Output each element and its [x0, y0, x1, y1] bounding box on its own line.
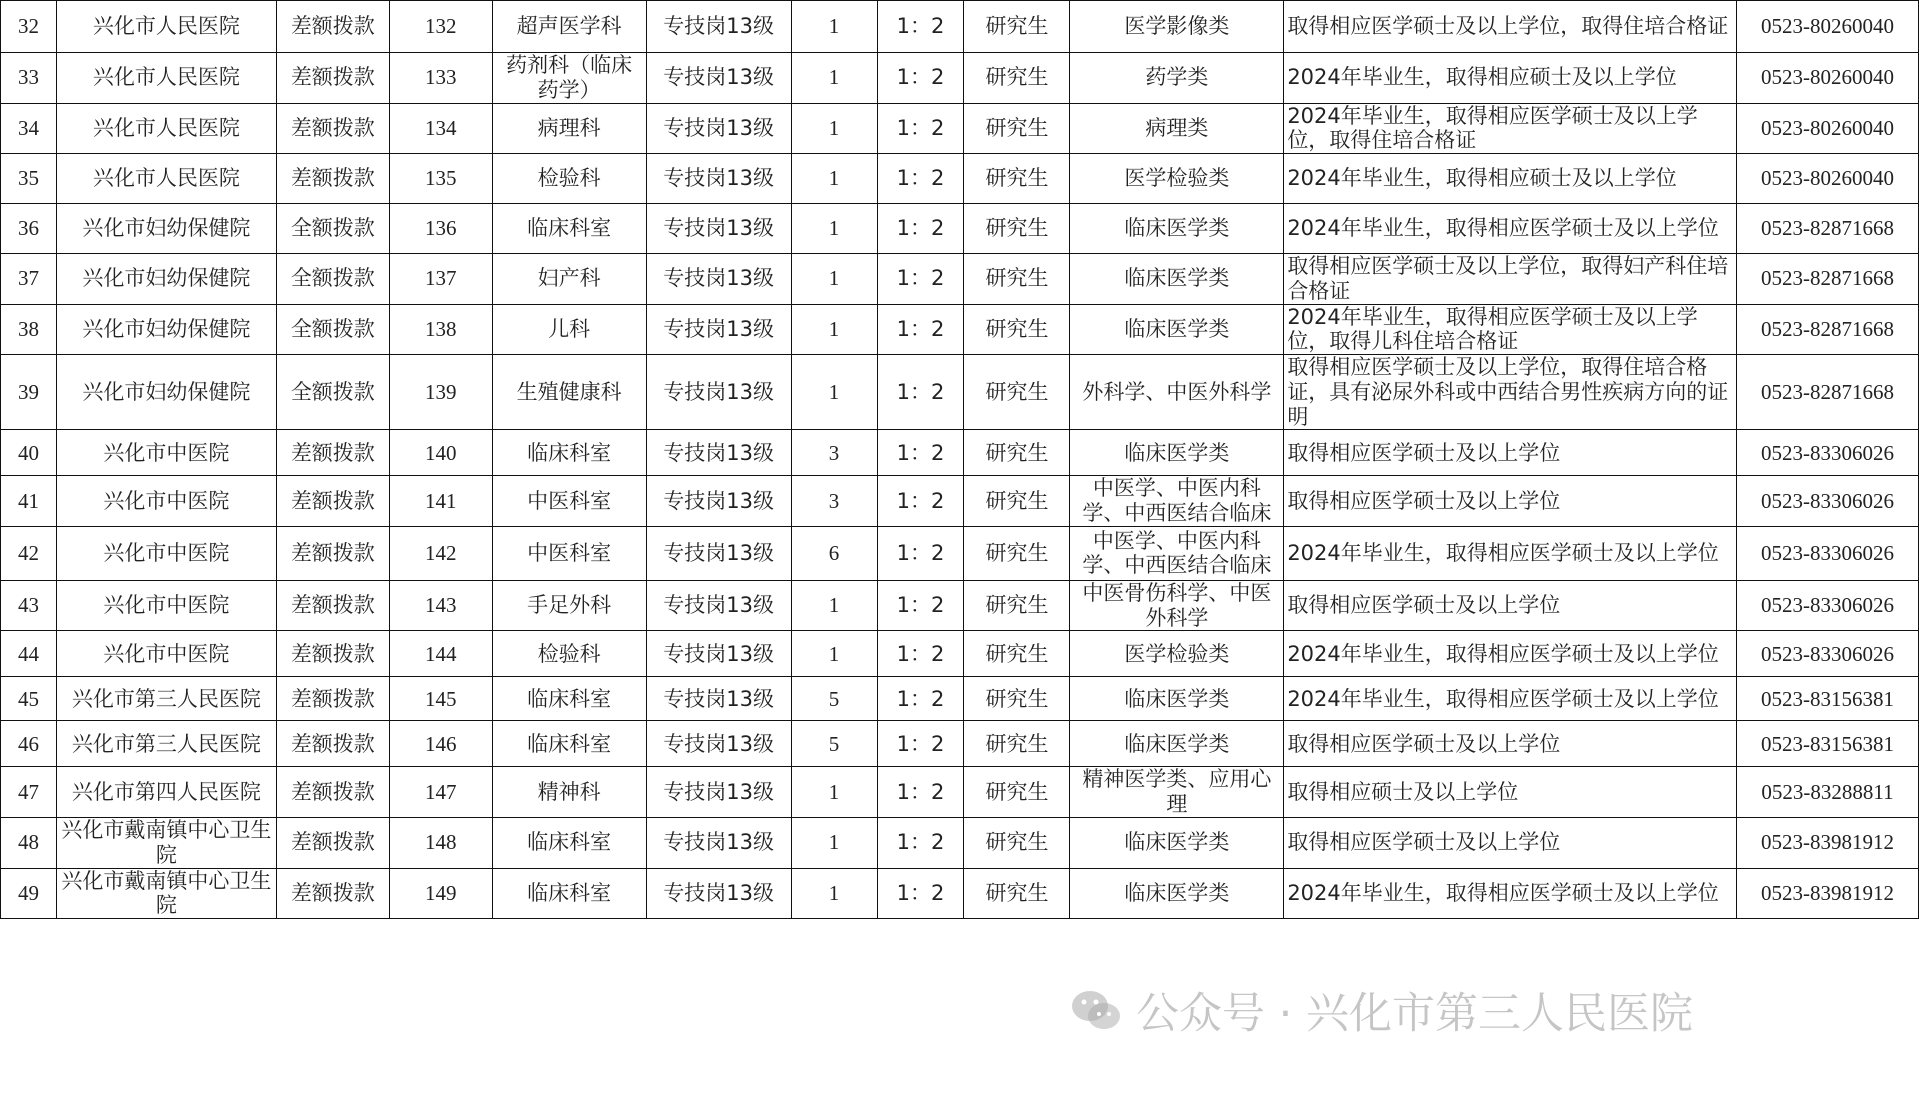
cell-funding: 全额拨款 [276, 254, 389, 305]
cell-phone: 0523-83306026 [1737, 430, 1919, 476]
cell-grade: 专技岗13级 [646, 154, 791, 204]
cell-edu: 研究生 [964, 767, 1070, 818]
table-row [1, 526, 1919, 580]
cell-major: 医学检验类 [1070, 154, 1284, 204]
cell-no: 32 [1, 1, 57, 53]
cell-edu: 研究生 [964, 580, 1070, 631]
cell-code: 134 [389, 103, 492, 154]
cell-unit: 兴化市戴南镇中心卫生院 [56, 818, 276, 869]
cell-code: 137 [389, 254, 492, 305]
cell-grade: 专技岗13级 [646, 721, 791, 767]
cell-dept: 超声医学科 [492, 1, 646, 53]
cell-unit: 兴化市中医院 [56, 526, 276, 580]
cell-count: 1 [791, 53, 877, 104]
cell-phone: 0523-80260040 [1737, 53, 1919, 104]
table-row [1, 254, 1919, 305]
cell-requirement: 2024年毕业生，取得相应医学硕士及以上学位 [1284, 677, 1737, 721]
cell-grade: 专技岗13级 [646, 580, 791, 631]
cell-funding: 差额拨款 [276, 721, 389, 767]
cell-funding: 差额拨款 [276, 818, 389, 869]
cell-phone: 0523-82871668 [1737, 204, 1919, 254]
table-row [1, 721, 1919, 767]
cell-grade: 专技岗13级 [646, 304, 791, 355]
cell-funding: 全额拨款 [276, 204, 389, 254]
cell-grade: 专技岗13级 [646, 868, 791, 919]
cell-code: 147 [389, 767, 492, 818]
table-row [1, 868, 1919, 919]
cell-code: 142 [389, 526, 492, 580]
cell-phone: 0523-82871668 [1737, 254, 1919, 305]
cell-major: 临床医学类 [1070, 818, 1284, 869]
cell-ratio: 1：2 [877, 304, 964, 355]
cell-dept: 临床科室 [492, 430, 646, 476]
cell-phone: 0523-83306026 [1737, 476, 1919, 527]
cell-funding: 差额拨款 [276, 677, 389, 721]
table-row [1, 304, 1919, 355]
cell-count: 1 [791, 103, 877, 154]
cell-requirement: 取得相应医学硕士及以上学位，取得住培合格证，具有泌尿外科或中西结合男性疾病方向的证明 [1284, 355, 1737, 430]
cell-phone: 0523-83156381 [1737, 677, 1919, 721]
cell-dept: 临床科室 [492, 677, 646, 721]
cell-edu: 研究生 [964, 476, 1070, 527]
cell-edu: 研究生 [964, 430, 1070, 476]
cell-code: 139 [389, 355, 492, 430]
cell-no: 49 [1, 868, 57, 919]
cell-dept: 临床科室 [492, 721, 646, 767]
cell-requirement: 2024年毕业生，取得相应硕士及以上学位 [1284, 154, 1737, 204]
cell-major: 外科学、中医外科学 [1070, 355, 1284, 430]
cell-no: 47 [1, 767, 57, 818]
cell-major: 药学类 [1070, 53, 1284, 104]
cell-count: 1 [791, 818, 877, 869]
cell-edu: 研究生 [964, 526, 1070, 580]
cell-phone: 0523-80260040 [1737, 103, 1919, 154]
cell-code: 133 [389, 53, 492, 104]
cell-code: 149 [389, 868, 492, 919]
table-body [1, 1, 1919, 919]
cell-funding: 差额拨款 [276, 476, 389, 527]
cell-edu: 研究生 [964, 154, 1070, 204]
cell-major: 病理类 [1070, 103, 1284, 154]
cell-code: 144 [389, 631, 492, 677]
cell-no: 34 [1, 103, 57, 154]
cell-edu: 研究生 [964, 254, 1070, 305]
cell-count: 1 [791, 355, 877, 430]
cell-count: 1 [791, 1, 877, 53]
cell-major: 精神医学类、应用心理 [1070, 767, 1284, 818]
table-row [1, 476, 1919, 527]
cell-requirement: 2024年毕业生，取得相应医学硕士及以上学位 [1284, 868, 1737, 919]
cell-funding: 全额拨款 [276, 355, 389, 430]
cell-phone: 0523-83306026 [1737, 631, 1919, 677]
cell-edu: 研究生 [964, 103, 1070, 154]
cell-count: 1 [791, 204, 877, 254]
cell-ratio: 1：2 [877, 677, 964, 721]
cell-ratio: 1：2 [877, 721, 964, 767]
cell-dept: 临床科室 [492, 818, 646, 869]
cell-major: 医学影像类 [1070, 1, 1284, 53]
cell-ratio: 1：2 [877, 1, 964, 53]
table-row [1, 580, 1919, 631]
cell-edu: 研究生 [964, 1, 1070, 53]
cell-phone: 0523-83306026 [1737, 580, 1919, 631]
cell-unit: 兴化市第四人民医院 [56, 767, 276, 818]
cell-ratio: 1：2 [877, 355, 964, 430]
cell-code: 146 [389, 721, 492, 767]
cell-requirement: 取得相应医学硕士及以上学位，取得住培合格证 [1284, 1, 1737, 53]
cell-edu: 研究生 [964, 868, 1070, 919]
cell-no: 45 [1, 677, 57, 721]
cell-requirement: 2024年毕业生，取得相应医学硕士及以上学位 [1284, 526, 1737, 580]
wechat-icon [1070, 988, 1122, 1034]
cell-phone: 0523-82871668 [1737, 304, 1919, 355]
cell-requirement: 取得相应医学硕士及以上学位 [1284, 430, 1737, 476]
cell-grade: 专技岗13级 [646, 677, 791, 721]
cell-unit: 兴化市人民医院 [56, 103, 276, 154]
cell-ratio: 1：2 [877, 526, 964, 580]
cell-requirement: 取得相应医学硕士及以上学位 [1284, 721, 1737, 767]
cell-phone: 0523-83288811 [1737, 767, 1919, 818]
cell-major: 中医骨伤科学、中医外科学 [1070, 580, 1284, 631]
cell-no: 40 [1, 430, 57, 476]
cell-dept: 检验科 [492, 154, 646, 204]
cell-dept: 检验科 [492, 631, 646, 677]
cell-code: 148 [389, 818, 492, 869]
cell-unit: 兴化市妇幼保健院 [56, 204, 276, 254]
cell-requirement: 2024年毕业生，取得相应硕士及以上学位 [1284, 53, 1737, 104]
cell-requirement: 2024年毕业生，取得相应医学硕士及以上学位 [1284, 631, 1737, 677]
cell-dept: 手足外科 [492, 580, 646, 631]
cell-code: 145 [389, 677, 492, 721]
cell-unit: 兴化市中医院 [56, 476, 276, 527]
cell-requirement: 取得相应医学硕士及以上学位，取得妇产科住培合格证 [1284, 254, 1737, 305]
cell-code: 136 [389, 204, 492, 254]
table-row [1, 631, 1919, 677]
cell-no: 44 [1, 631, 57, 677]
cell-count: 3 [791, 430, 877, 476]
cell-dept: 儿科 [492, 304, 646, 355]
cell-major: 临床医学类 [1070, 430, 1284, 476]
cell-dept: 生殖健康科 [492, 355, 646, 430]
cell-dept: 妇产科 [492, 254, 646, 305]
cell-edu: 研究生 [964, 53, 1070, 104]
cell-phone: 0523-83306026 [1737, 526, 1919, 580]
cell-no: 35 [1, 154, 57, 204]
cell-requirement: 取得相应医学硕士及以上学位 [1284, 580, 1737, 631]
cell-grade: 专技岗13级 [646, 53, 791, 104]
cell-unit: 兴化市第三人民医院 [56, 677, 276, 721]
table-row [1, 767, 1919, 818]
cell-grade: 专技岗13级 [646, 204, 791, 254]
cell-count: 1 [791, 868, 877, 919]
cell-ratio: 1：2 [877, 53, 964, 104]
table-row [1, 677, 1919, 721]
cell-ratio: 1：2 [877, 476, 964, 527]
cell-grade: 专技岗13级 [646, 526, 791, 580]
cell-count: 1 [791, 304, 877, 355]
cell-phone: 0523-83981912 [1737, 818, 1919, 869]
cell-major: 医学检验类 [1070, 631, 1284, 677]
cell-ratio: 1：2 [877, 818, 964, 869]
cell-no: 37 [1, 254, 57, 305]
cell-ratio: 1：2 [877, 154, 964, 204]
cell-edu: 研究生 [964, 631, 1070, 677]
cell-unit: 兴化市第三人民医院 [56, 721, 276, 767]
watermark [1070, 980, 1693, 1041]
cell-edu: 研究生 [964, 721, 1070, 767]
cell-count: 1 [791, 254, 877, 305]
cell-grade: 专技岗13级 [646, 631, 791, 677]
cell-funding: 差额拨款 [276, 154, 389, 204]
cell-count: 1 [791, 154, 877, 204]
table-row [1, 53, 1919, 104]
table-row [1, 430, 1919, 476]
cell-code: 138 [389, 304, 492, 355]
cell-dept: 临床科室 [492, 868, 646, 919]
cell-edu: 研究生 [964, 204, 1070, 254]
cell-major: 临床医学类 [1070, 721, 1284, 767]
cell-funding: 差额拨款 [276, 103, 389, 154]
cell-requirement: 2024年毕业生，取得相应医学硕士及以上学位 [1284, 204, 1737, 254]
cell-grade: 专技岗13级 [646, 355, 791, 430]
cell-no: 36 [1, 204, 57, 254]
cell-phone: 0523-83981912 [1737, 868, 1919, 919]
cell-unit: 兴化市中医院 [56, 631, 276, 677]
cell-phone: 0523-80260040 [1737, 1, 1919, 53]
cell-unit: 兴化市妇幼保健院 [56, 304, 276, 355]
table-row [1, 154, 1919, 204]
cell-major: 临床医学类 [1070, 304, 1284, 355]
table-row [1, 1, 1919, 53]
cell-count: 1 [791, 631, 877, 677]
cell-major: 临床医学类 [1070, 868, 1284, 919]
cell-requirement: 取得相应医学硕士及以上学位 [1284, 818, 1737, 869]
cell-code: 135 [389, 154, 492, 204]
table-row [1, 204, 1919, 254]
cell-funding: 差额拨款 [276, 53, 389, 104]
cell-requirement: 取得相应硕士及以上学位 [1284, 767, 1737, 818]
cell-no: 41 [1, 476, 57, 527]
cell-funding: 差额拨款 [276, 430, 389, 476]
cell-edu: 研究生 [964, 677, 1070, 721]
cell-grade: 专技岗13级 [646, 430, 791, 476]
cell-ratio: 1：2 [877, 767, 964, 818]
cell-count: 5 [791, 721, 877, 767]
cell-grade: 专技岗13级 [646, 818, 791, 869]
cell-no: 33 [1, 53, 57, 104]
cell-ratio: 1：2 [877, 103, 964, 154]
cell-count: 1 [791, 767, 877, 818]
cell-funding: 差额拨款 [276, 631, 389, 677]
cell-grade: 专技岗13级 [646, 1, 791, 53]
cell-grade: 专技岗13级 [646, 103, 791, 154]
cell-unit: 兴化市妇幼保健院 [56, 254, 276, 305]
cell-major: 中医学、中医内科学、中西医结合临床 [1070, 526, 1284, 580]
cell-phone: 0523-82871668 [1737, 355, 1919, 430]
cell-funding: 差额拨款 [276, 767, 389, 818]
bottom-blank-area [0, 1091, 1919, 1111]
cell-unit: 兴化市中医院 [56, 430, 276, 476]
cell-dept: 精神科 [492, 767, 646, 818]
cell-ratio: 1：2 [877, 204, 964, 254]
cell-unit: 兴化市妇幼保健院 [56, 355, 276, 430]
cell-dept: 中医科室 [492, 476, 646, 527]
table-row [1, 103, 1919, 154]
cell-requirement: 取得相应医学硕士及以上学位 [1284, 476, 1737, 527]
cell-no: 48 [1, 818, 57, 869]
cell-code: 132 [389, 1, 492, 53]
cell-code: 141 [389, 476, 492, 527]
cell-ratio: 1：2 [877, 254, 964, 305]
cell-dept: 病理科 [492, 103, 646, 154]
cell-funding: 差额拨款 [276, 868, 389, 919]
cell-unit: 兴化市人民医院 [56, 1, 276, 53]
cell-requirement: 2024年毕业生，取得相应医学硕士及以上学位，取得儿科住培合格证 [1284, 304, 1737, 355]
cell-grade: 专技岗13级 [646, 476, 791, 527]
cell-dept: 中医科室 [492, 526, 646, 580]
cell-major: 临床医学类 [1070, 677, 1284, 721]
cell-no: 38 [1, 304, 57, 355]
cell-funding: 差额拨款 [276, 1, 389, 53]
cell-count: 1 [791, 580, 877, 631]
cell-major: 中医学、中医内科学、中西医结合临床 [1070, 476, 1284, 527]
watermark-text: 公众号 · 兴化市第三人民医院 [1136, 989, 1694, 1039]
cell-funding: 差额拨款 [276, 526, 389, 580]
cell-grade: 专技岗13级 [646, 254, 791, 305]
cell-no: 46 [1, 721, 57, 767]
table-row [1, 355, 1919, 430]
cell-no: 42 [1, 526, 57, 580]
cell-code: 143 [389, 580, 492, 631]
cell-unit: 兴化市人民医院 [56, 53, 276, 104]
cell-major: 临床医学类 [1070, 204, 1284, 254]
cell-code: 140 [389, 430, 492, 476]
cell-unit: 兴化市戴南镇中心卫生院 [56, 868, 276, 919]
cell-edu: 研究生 [964, 355, 1070, 430]
cell-phone: 0523-80260040 [1737, 154, 1919, 204]
cell-edu: 研究生 [964, 818, 1070, 869]
cell-ratio: 1：2 [877, 631, 964, 677]
cell-unit: 兴化市中医院 [56, 580, 276, 631]
cell-dept: 临床科室 [492, 204, 646, 254]
cell-no: 43 [1, 580, 57, 631]
cell-ratio: 1：2 [877, 430, 964, 476]
cell-unit: 兴化市人民医院 [56, 154, 276, 204]
cell-no: 39 [1, 355, 57, 430]
cell-count: 5 [791, 677, 877, 721]
cell-ratio: 1：2 [877, 868, 964, 919]
cell-ratio: 1：2 [877, 580, 964, 631]
cell-major: 临床医学类 [1070, 254, 1284, 305]
cell-count: 6 [791, 526, 877, 580]
table-row [1, 818, 1919, 869]
cell-requirement: 2024年毕业生，取得相应医学硕士及以上学位，取得住培合格证 [1284, 103, 1737, 154]
cell-count: 3 [791, 476, 877, 527]
cell-edu: 研究生 [964, 304, 1070, 355]
cell-funding: 差额拨款 [276, 580, 389, 631]
cell-funding: 全额拨款 [276, 304, 389, 355]
cell-grade: 专技岗13级 [646, 767, 791, 818]
cell-dept: 药剂科（临床药学） [492, 53, 646, 104]
cell-phone: 0523-83156381 [1737, 721, 1919, 767]
